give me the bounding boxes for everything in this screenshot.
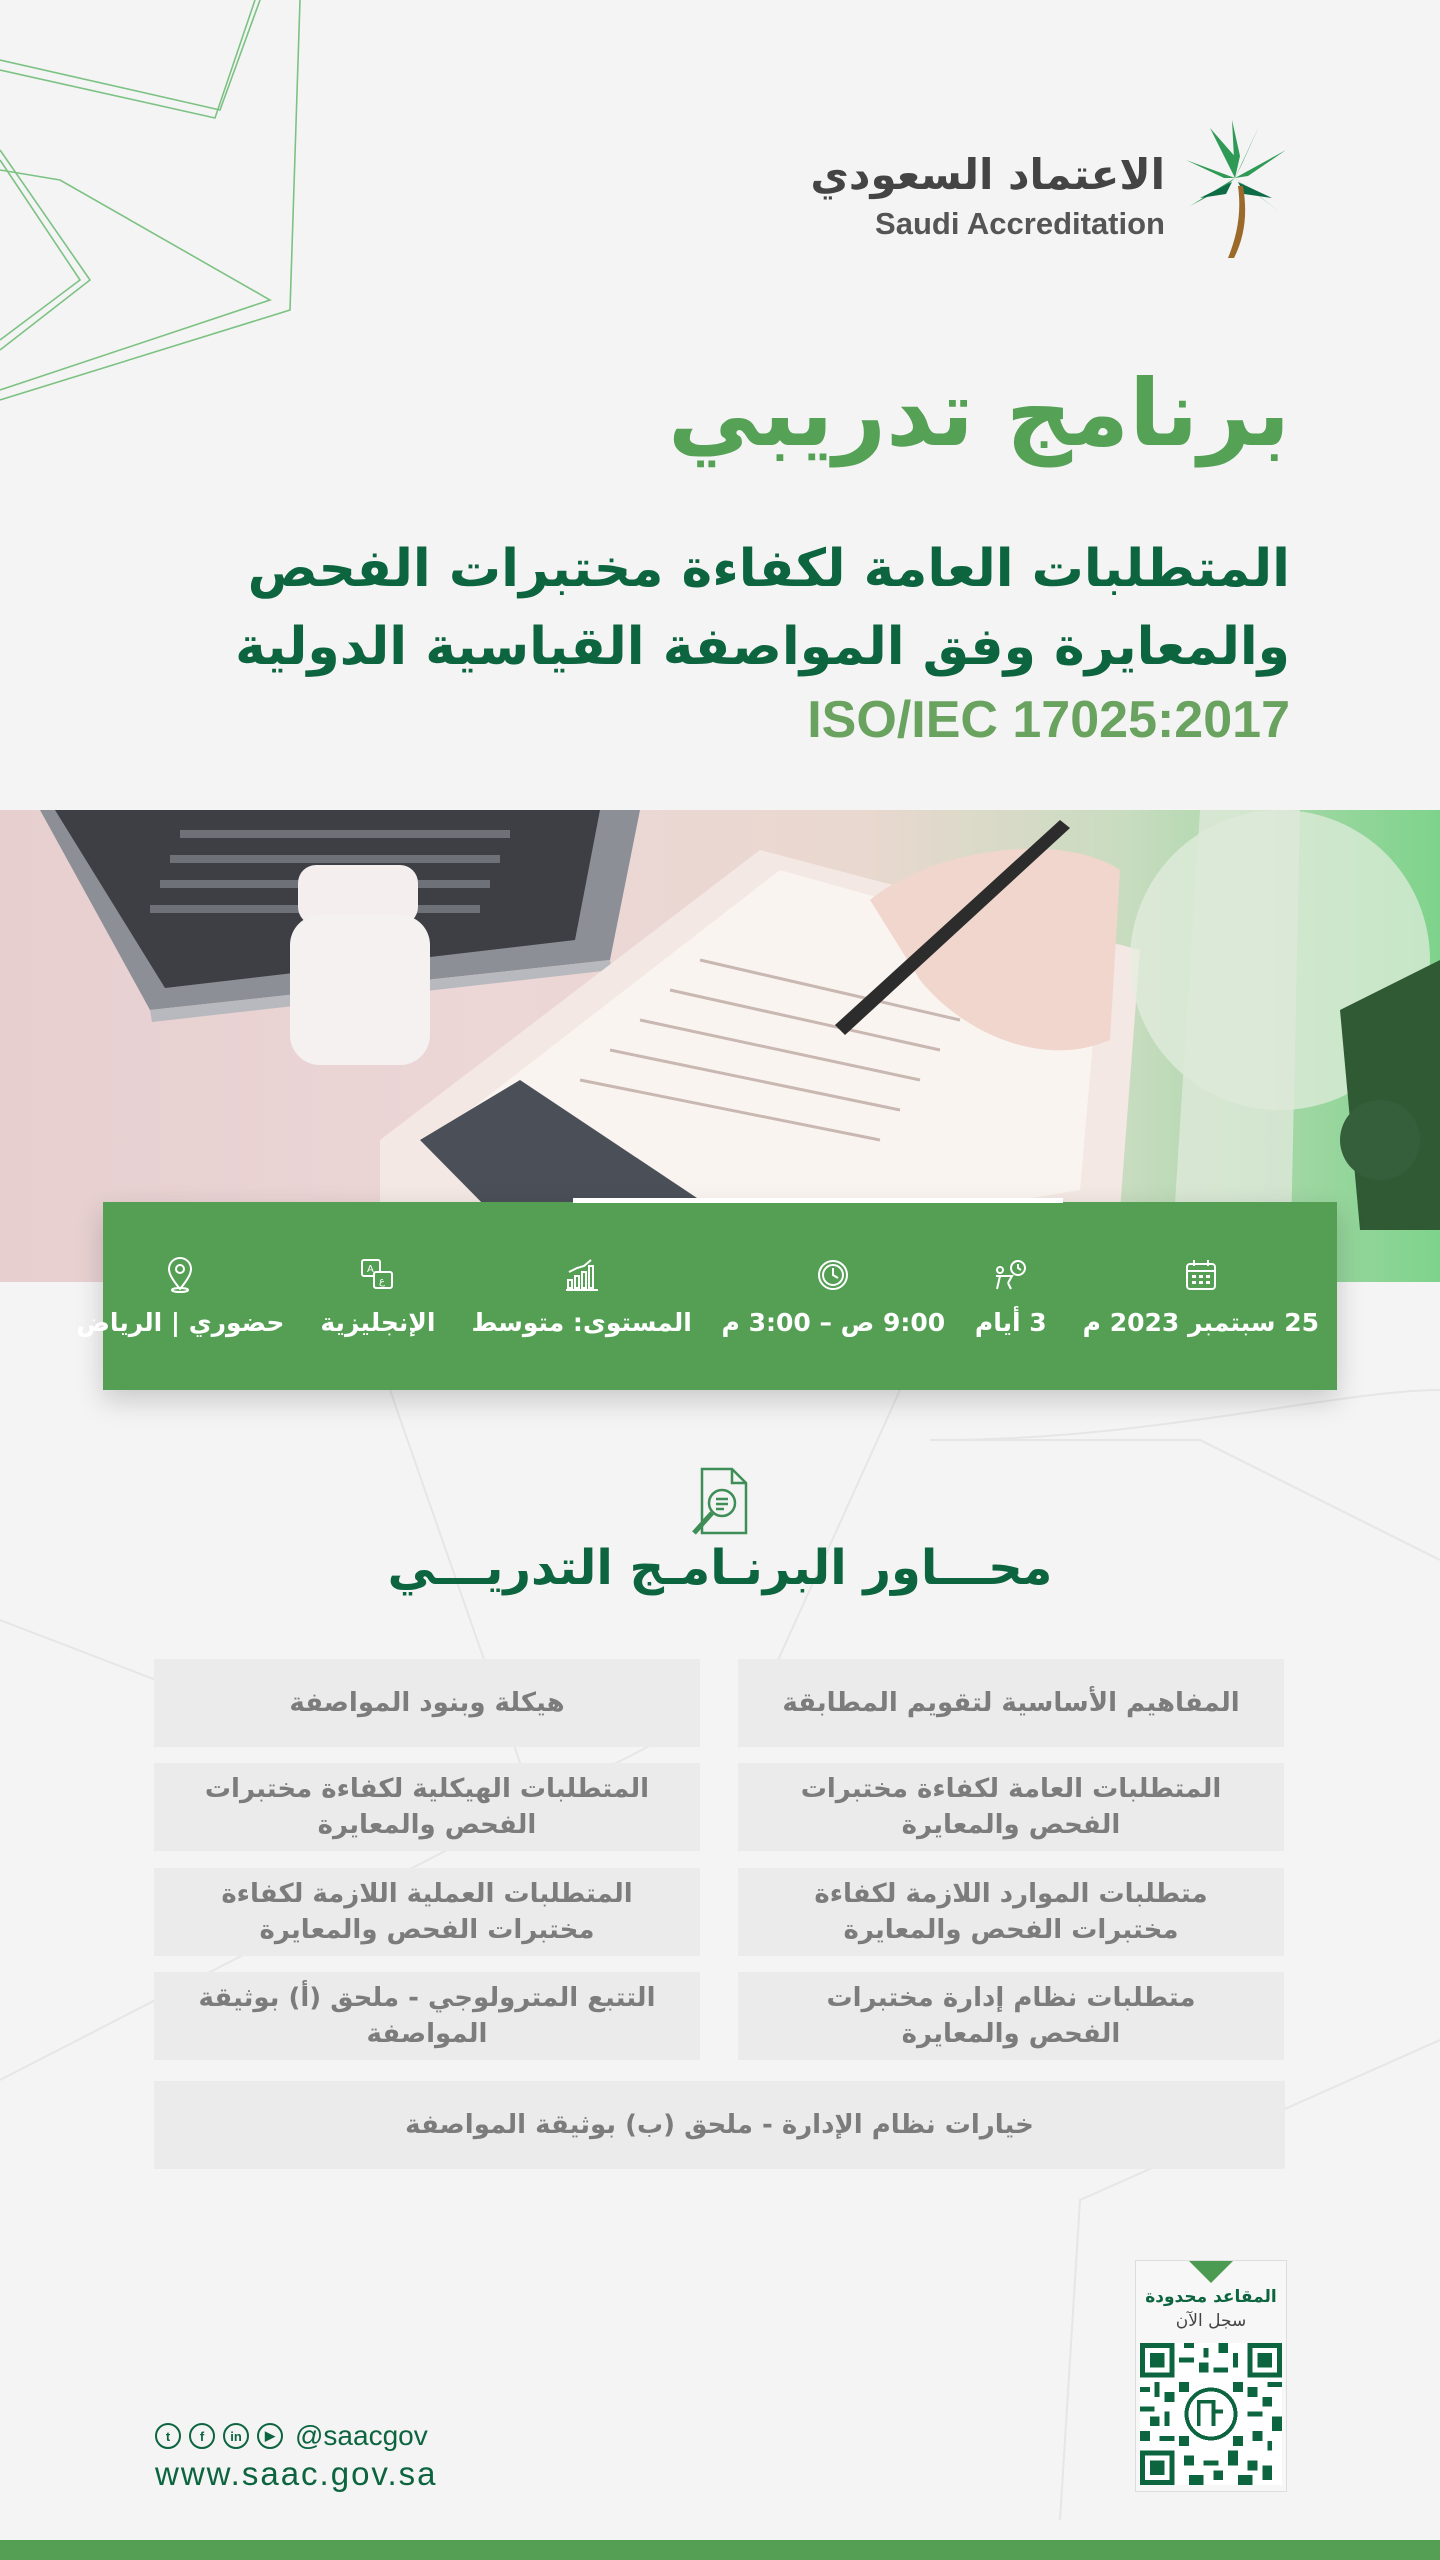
saudi-accreditation-logo: [810, 120, 1290, 260]
program-name: [190, 530, 1290, 686]
facebook-icon[interactable]: f: [189, 2423, 215, 2449]
topic-item: المتطلبات الهيكلية لكفاءة مختبرات الفحص والمعايرة: [154, 1763, 700, 1851]
info-date-text: 25 سبتمبر 2023 م: [1082, 1307, 1319, 1337]
program-topics-title: محـــاور البرنـامـج التدريـــي: [387, 1540, 1053, 1596]
logo-text-english: Saudi Accreditation: [875, 206, 1165, 241]
info-location: [58, 1202, 302, 1390]
clock-icon: [814, 1256, 852, 1294]
svg-text:A: A: [366, 1263, 374, 1275]
decorative-lines: [0, 0, 320, 420]
svg-text:ع: ع: [378, 1275, 385, 1287]
info-time: [710, 1202, 957, 1390]
topic-item: المفاهيم الأساسية لتقويم المطابقة: [738, 1659, 1284, 1747]
document-search-icon: [688, 1465, 754, 1540]
twitter-icon[interactable]: t: [155, 2423, 181, 2449]
calendar-icon: [1182, 1256, 1220, 1294]
level-chart-icon: [563, 1256, 601, 1294]
qr-arrow-icon: [1189, 2261, 1233, 2283]
topic-item: خيارات نظام الإدارة - ملحق (ب) بوثيقة المواصفة: [154, 2081, 1285, 2169]
program-name-line2: والمعايرة وفق المواصفة القياسية الدولية: [235, 617, 1290, 677]
bottom-accent-strip: [0, 2540, 1440, 2560]
social-handle[interactable]: @saacgov: [295, 2420, 428, 2451]
social-links: [155, 2420, 428, 2452]
program-name-line1: المتطلبات العامة لكفاءة مختبرات الفحص: [247, 539, 1290, 599]
register-now-text: سجل الآن: [1175, 2311, 1247, 2331]
topic-item: متطلبات الموارد اللازمة لكفاءة مختبرات الفحص والمعايرة: [738, 1868, 1284, 1956]
registration-qr-card[interactable]: [1135, 2260, 1287, 2492]
language-icon: [359, 1256, 397, 1294]
website-link[interactable]: www.saac.gov.sa: [155, 2455, 438, 2492]
qr-code-icon[interactable]: [1140, 2343, 1282, 2485]
topic-item: متطلبات نظام إدارة مختبرات الفحص والمعايرة: [738, 1972, 1284, 2060]
info-duration: [957, 1202, 1065, 1390]
topic-item: هيكلة وبنود المواصفة: [154, 1659, 700, 1747]
program-type-title: برنامج تدريبي: [668, 360, 1290, 467]
youtube-icon[interactable]: ▶: [257, 2423, 283, 2449]
info-location-text: حضوري | الرياض: [76, 1307, 285, 1337]
info-date: [1065, 1202, 1337, 1390]
limited-seats-text: المقاعد محدودة: [1145, 2287, 1277, 2307]
topic-item: المتطلبات العملية اللازمة لكفاءة مختبرات الفحص والمعايرة: [154, 1868, 700, 1956]
info-level: [454, 1202, 710, 1390]
training-icon: [992, 1256, 1030, 1294]
topic-item: المتطلبات العامة لكفاءة مختبرات الفحص والمعايرة: [738, 1763, 1284, 1851]
info-language: [302, 1202, 453, 1390]
info-duration-text: 3 أيام: [974, 1307, 1047, 1337]
info-time-text: 9:00 ص – 3:00 م: [721, 1307, 946, 1337]
info-language-text: الإنجليزية: [320, 1307, 436, 1337]
logo-text-arabic: الاعتماد السعودي: [810, 150, 1165, 199]
linkedin-icon[interactable]: in: [223, 2423, 249, 2449]
info-level-text: المستوى: متوسط: [471, 1307, 692, 1337]
program-info-bar: [76, 1202, 1337, 1390]
palm-logo-icon: [1180, 120, 1290, 260]
topic-item: التتبع المترولوجي - ملحق (أ) بوثيقة المواصفة: [154, 1972, 700, 2060]
standard-code: ISO/IEC 17025:2017: [807, 691, 1290, 749]
location-pin-icon: [161, 1256, 199, 1294]
